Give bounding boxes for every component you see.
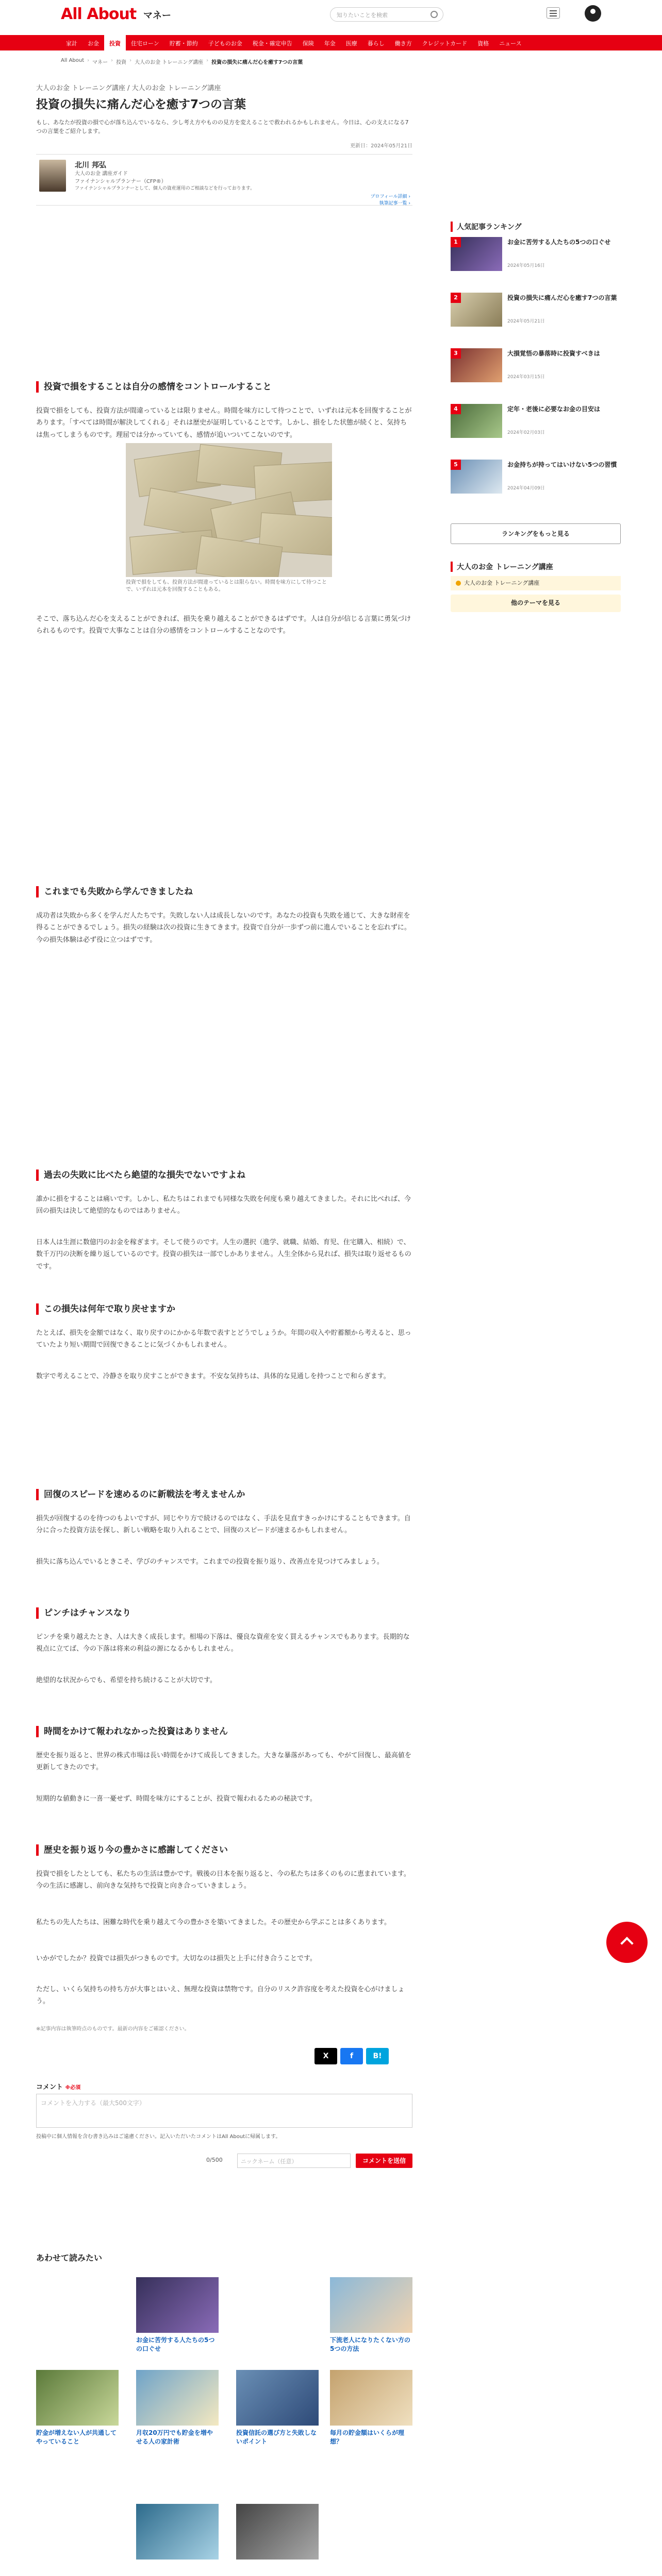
author-role: [75, 170, 167, 185]
share-hatena-button[interactable]: B!: [366, 2048, 389, 2064]
related-card-title[interactable]: 貯金が増えない人が共通してやっていること: [36, 2429, 117, 2445]
header: [0, 0, 662, 27]
ranking-title: 人気記事ランキング: [451, 222, 621, 232]
comment-label: コメント ※必須: [36, 2083, 81, 2091]
nav-item[interactable]: 医療: [345, 40, 357, 47]
site-name[interactable]: マネー: [143, 10, 171, 21]
other-themes-button[interactable]: 他のテーマを見る: [451, 595, 621, 612]
breadcrumb-separator: ›: [87, 58, 90, 63]
breadcrumb-item[interactable]: マネー: [92, 60, 108, 65]
breadcrumb-item[interactable]: All About: [61, 58, 85, 63]
nav-item[interactable]: クレジットカード: [422, 40, 468, 47]
related-title: あわせて読みたい: [36, 2253, 103, 2263]
nav-item[interactable]: 税金・確定申告: [252, 40, 292, 47]
ranking-date: 2024年02月03日: [507, 430, 545, 435]
section-heading: これまでも失敗から学んできましたね: [36, 886, 412, 897]
scroll-top-button[interactable]: [606, 1922, 648, 1963]
ranking-item[interactable]: [451, 348, 621, 384]
ranking-title[interactable]: お金に苦労する人たちの5つの口ぐせ: [507, 239, 611, 246]
comment-notice: 投稿中に個人情報を含む書き込みはご遠慮ください。記入いただいたコメントはAll Aboutに帰属します。: [36, 2134, 281, 2140]
article-header: [36, 82, 412, 206]
nickname-input[interactable]: ニックネーム（任意）: [237, 2154, 351, 2168]
search-icon[interactable]: [431, 11, 438, 18]
nav-item[interactable]: 家計: [66, 40, 77, 47]
article-note: ※記事内容は執筆時点のものです。最新の内容をご確認ください。: [36, 2026, 190, 2032]
ranking-number: 3: [451, 348, 461, 359]
section-body: 私たちの先人たちは、困難な時代を乗り越えて今の豊かさを築いてきました。その歴史から学ぶことは多くあります。: [36, 1919, 391, 1926]
section-heading: この損失は何年で取り戻せますか: [36, 1303, 412, 1315]
section-body: 誰かに損をすることは痛いです。しかし、私たちはこれまでも同様な失敗を何度も乗り越えてきました。それに比べれば、今回の損失は決して絶望的なものではありません。: [36, 1195, 411, 1215]
ranking-date: 2024年03月15日: [507, 375, 545, 380]
section-heading: 投資で損をすることは自分の感情をコントロールすること: [36, 381, 412, 393]
article-photo: [126, 443, 332, 577]
related-card[interactable]: [136, 2277, 219, 2353]
section-body: 損失が回復するのを待つのもよいですが、同じやり方で続けるのではなく、手法を見直すきっかけにすることもできます。自分に合った投資方法を探し、新しい戦略を取り入れることで、回復のスピードが速まるかもしれません。: [36, 1515, 411, 1535]
related-card-title[interactable]: 下流老人になりたくない方の5つの方法: [330, 2336, 411, 2352]
section-body: 数字で考えることで、冷静さを取り戻すことができます。不安な気持ちは、具体的な見通しを持つことで和らぎます。: [36, 1372, 390, 1380]
ranking-item[interactable]: [451, 404, 621, 440]
section-body: たとえば、損失を金額ではなく、取り戻すのにかかる年数で表すとどうでしょうか。年間の収入や貯蓄額から考えると、思っていたより短い期間で回復できることに気づくかもしれません。: [36, 1329, 411, 1349]
related-card-title[interactable]: お金に苦労する人たちの5つの口ぐせ: [136, 2336, 215, 2352]
nav-item[interactable]: ニュース: [499, 40, 522, 47]
comment-count: 0/500: [206, 2157, 223, 2163]
author-links: [370, 194, 410, 207]
section-heading: 歴史を振り返り今の豊かさに感謝してください: [36, 1844, 412, 1856]
nav-item[interactable]: 投資: [104, 35, 126, 50]
ranking-number: 4: [451, 404, 461, 414]
share-facebook-button[interactable]: f: [340, 2048, 363, 2064]
related-card[interactable]: [330, 2370, 412, 2446]
ranking-title[interactable]: 定年・老後に必要なお金の目安は: [507, 405, 601, 413]
section-body: 投資で損をしたとしても、私たちの生活は豊かです。戦後の日本を振り返ると、今の私たちは多くのものに恵まれています。今の生活に感謝し、前向きな気持ちで投資と向き合っていきましょう。: [36, 1870, 410, 1890]
breadcrumb-separator: ›: [206, 58, 209, 63]
related-card[interactable]: [236, 2370, 319, 2446]
nav-item[interactable]: 住宅ローン: [131, 40, 159, 47]
author-role-guide: 大人のお金 講座ガイド: [75, 171, 128, 177]
author-name[interactable]: 北川 邦弘: [75, 161, 106, 170]
page-title: 投資の損失に痛んだ心を癒す7つの言葉: [36, 98, 246, 111]
logo[interactable]: All About: [61, 5, 137, 23]
related-card[interactable]: [330, 2277, 412, 2353]
ranking-date: 2024年04月09日: [507, 486, 545, 491]
ranking-number: 1: [451, 237, 461, 247]
nav-item[interactable]: 働き方: [394, 40, 412, 47]
section-body: 成功者は失敗から多くを学んだ人たちです。失敗しない人は成長しないのです。あなたの投資も失敗を通じて、大きな財産を得ることができるでしょう。損失の経験は次の投資に生きてきます。投資で自分が一歩ずつ前に進んでいることを忘れずに。今の損失体験は必ず役に立つはずです。: [36, 912, 411, 944]
ranking-title[interactable]: 大損覚悟の暴落時に投資すべきは: [507, 350, 600, 357]
ranking-item[interactable]: [451, 293, 621, 329]
article-category[interactable]: 大人のお金 トレーニング講座 / 大人のお金 トレーニング講座: [36, 84, 221, 92]
related-card[interactable]: [36, 2370, 119, 2446]
breadcrumb-item: 投資の損失に痛んだ心を癒す7つの言葉: [211, 60, 303, 65]
section-body: 短期的な値動きに一喜一憂せず、時間を味方にすることが、投資で報われるための秘訣です。: [36, 1795, 317, 1803]
avatar[interactable]: [39, 160, 66, 192]
ranking-title[interactable]: 投資の損失に痛んだ心を癒す7つの言葉: [507, 294, 617, 301]
related-card[interactable]: [136, 2504, 219, 2560]
article-lead: もし、あなたが投資の損で心が落ち込んでいるなら、少し考え方やものの見方を変えることで救われるかもしれません。今日は、心の支えになる7つの言葉をご紹介します。: [36, 118, 409, 135]
nav-item[interactable]: 資格: [477, 40, 489, 47]
comment-submit-button[interactable]: コメントを送信: [356, 2154, 412, 2168]
menu-icon[interactable]: [547, 7, 560, 19]
ranking-panel: [451, 222, 621, 232]
search-input[interactable]: 知りたいことを検索: [330, 7, 443, 22]
comment-textarea[interactable]: コメントを入力する（最大500文字）: [36, 2094, 412, 2128]
ranking-number: 5: [451, 460, 461, 470]
section-body: いかがでしたか？投資では損失がつきものです。大切なのは損失と上手に付き合うことです。: [36, 1955, 317, 1962]
related-card-title[interactable]: 月収20万円でも貯金を増やせる人の家計術: [136, 2429, 213, 2445]
section-body: そこで、落ち込んだ心を支えることができれば、損失を乗り越えることができるはずです。人は自分が信じる言葉に勇気づけられるものです。投資で大事なことは自分の感情をコントロールすることなのです。: [36, 615, 411, 635]
ranking-number: 2: [451, 293, 461, 303]
nav-item[interactable]: 保険: [302, 40, 314, 47]
photo-caption: 投資で損をしても、投資方法が間違っているとは限らない。時間を味方にして待つことで、いずれは元本を回復することもある。: [126, 580, 327, 592]
breadcrumb-item[interactable]: 投資: [116, 60, 127, 65]
course-item[interactable]: [451, 576, 621, 590]
ranking-item[interactable]: [451, 460, 621, 496]
articles-link[interactable]: 執筆記事一覧 ›: [379, 200, 410, 206]
author-role-title: ファイナンシャルプランナー（CFP®）: [75, 179, 167, 185]
section-body: ただし、いくら気持ちの持ち方が大事とはいえ、無理な投資は禁物です。自分のリスク許容度を考えた投資を心がけましょう。: [36, 1986, 405, 2006]
section-body: 歴史を振り返ると、世界の株式市場は長い時間をかけて成長してきました。大きな暴落があっても、やがて回復し、最高値を更新してきたのです。: [36, 1752, 411, 1772]
author-box: [36, 154, 412, 206]
breadcrumb-item[interactable]: 大人のお金 トレーニング講座: [135, 60, 204, 65]
course-item-label: 大人のお金 トレーニング講座: [464, 580, 540, 586]
section-heading: ピンチはチャンスなり: [36, 1607, 412, 1619]
section-heading: 回復のスピードを速めるのに新戦法を考えませんか: [36, 1489, 412, 1500]
course-icon: [456, 581, 461, 586]
related-card[interactable]: [136, 2370, 219, 2446]
related-card-title[interactable]: 投資信託の選び方と失敗しないポイント: [236, 2429, 317, 2445]
section-body: 日本人は生涯に数億円のお金を稼ぎます。そして使うのです。人生の選択（進学、就職、結婚、育児、住宅購入、相続）で、数千万円の決断を繰り返しているのです。投資の損失は一部でしかありません。人生全体から見れば、損失は取り返せるものです。: [36, 1239, 411, 1270]
breadcrumb-separator: ›: [111, 58, 113, 63]
related-card-title[interactable]: 毎月の貯金額はいくらが理想？: [330, 2429, 405, 2445]
section-body: 絶望的な状況からでも、希望を持ち続けることが大切です。: [36, 1676, 217, 1684]
breadcrumb: [61, 58, 303, 65]
nav-item[interactable]: 暮らし: [367, 40, 385, 47]
ranking-item[interactable]: [451, 237, 621, 273]
profile-link[interactable]: プロフィール詳細 ›: [370, 194, 410, 200]
update-date: 更新日：2024年05月21日: [350, 143, 412, 149]
course-title: 大人のお金 トレーニング講座: [451, 562, 621, 572]
section-body: 投資で損をしても、投資方法が間違っているとは限りません。時間を味方にして待つことで、いずれは元本を回復することがあります。「すべては時間が解決してくれる」それは歴史が証明していることです。しかし、損をした状態が続くと、気持ちは焦ってしまうものです。理屈では分かっていても、感情が追いついてこないのです。: [36, 407, 412, 439]
nav-item[interactable]: 貯蓄・節約: [169, 40, 198, 47]
section-body: ピンチを乗り越えたとき、人は大きく成長します。相場の下落は、優良な資産を安く買えるチャンスでもあります。長期的な視点に立てば、今の下落は将来の利益の源になるかもしれません。: [36, 1633, 410, 1653]
share-x-button[interactable]: X: [315, 2048, 337, 2064]
author-desc: ファイナンシャルプランナーとして、個人の資産運用のご相談などを行っております。: [75, 186, 255, 192]
ranking-title[interactable]: お金持ちが持ってはいけない5つの習慣: [507, 461, 617, 468]
ranking-more-button[interactable]: ランキングをもっと見る: [451, 523, 621, 544]
ranking-date: 2024年05月16日: [507, 263, 545, 268]
related-card[interactable]: [236, 2504, 319, 2560]
section-heading: 時間をかけて報われなかった投資はありません: [36, 1726, 412, 1737]
nav-item[interactable]: お金: [88, 40, 99, 47]
breadcrumb-separator: ›: [129, 58, 132, 63]
category-nav: [0, 35, 662, 50]
nav-item[interactable]: 年金: [324, 40, 336, 47]
section-heading: 過去の失敗に比べたら絶望的な損失でないですよね: [36, 1170, 412, 1181]
nav-item[interactable]: 子どものお金: [208, 40, 242, 47]
section-body: 損失に落ち込んでいるときこそ、学びのチャンスです。これまでの投資を振り返り、改善点を見つけてみましょう。: [36, 1558, 384, 1566]
course-panel: [451, 562, 621, 572]
ranking-date: 2024年05月21日: [507, 319, 545, 324]
user-icon[interactable]: [585, 5, 601, 22]
